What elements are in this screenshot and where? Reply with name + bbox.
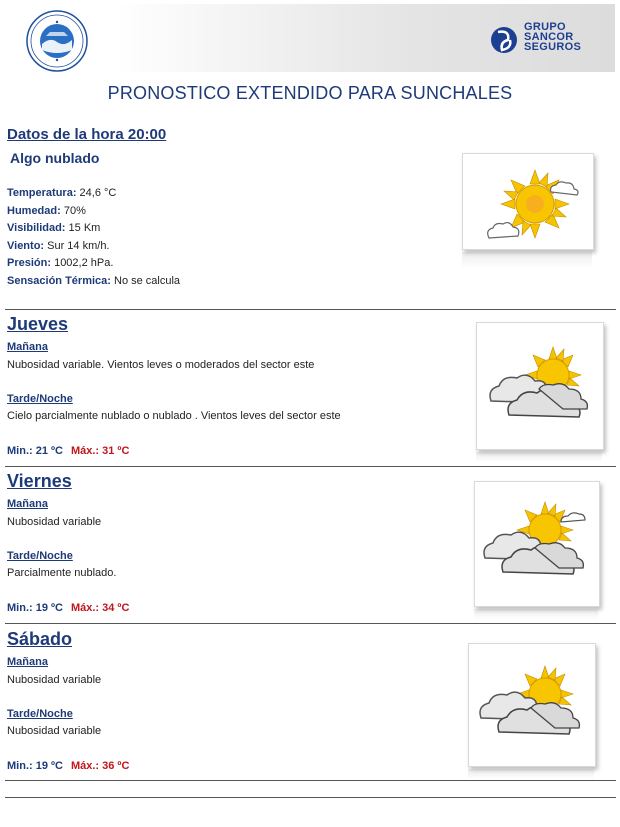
- viernes-weather-icon-box: [474, 481, 600, 607]
- sponsor-line-3: SEGUROS: [524, 41, 582, 53]
- divider: [5, 309, 616, 310]
- morning-forecast: Nubosidad variable: [7, 674, 102, 686]
- current-row-pressure: [7, 257, 113, 269]
- morning-label: Mañana: [7, 341, 48, 353]
- icon-reflection: [468, 769, 594, 779]
- divider: [5, 466, 616, 467]
- sponsor-line-1: GRUPO: [524, 21, 566, 33]
- min-temp: Min.: 19 ºC: [7, 602, 63, 614]
- current-row-temperature: [7, 187, 116, 199]
- row-value: No se calcula: [110, 275, 181, 287]
- day-sabado-title: Sábado: [7, 629, 73, 649]
- row-label: Sensación Térmica:: [7, 275, 111, 287]
- morning-label: Mañana: [7, 498, 48, 510]
- icon-reflection: [476, 452, 602, 462]
- divider: [5, 797, 616, 798]
- morning-forecast: Nubosidad variable. Vientos leves o moderados del sector este: [7, 359, 315, 371]
- sponsor-line-2: SANCOR: [524, 31, 574, 43]
- max-temp: Máx.: 36 ºC: [70, 760, 130, 772]
- row-label: Humedad:: [7, 205, 61, 217]
- sancor-seguros-text: [524, 22, 581, 52]
- divider: [5, 623, 616, 624]
- divider: [5, 780, 616, 781]
- min-temp: Min.: 21 ºC: [7, 445, 63, 457]
- current-condition: Algo nublado: [10, 150, 100, 166]
- max-temp: Máx.: 31 ºC: [70, 445, 130, 457]
- current-row-wind: [7, 240, 110, 252]
- min-max-temps: [7, 760, 129, 772]
- evening-label: Tarde/Noche: [7, 550, 73, 562]
- day-jueves-title: Jueves: [7, 314, 69, 334]
- morning-forecast: Nubosidad variable: [7, 516, 102, 528]
- row-label: Viento:: [7, 240, 45, 252]
- icon-reflection: [462, 252, 592, 268]
- current-row-humidity: [7, 205, 86, 217]
- row-value: 1002,2 hPa.: [51, 257, 114, 269]
- sabado-weather-icon-box: [468, 643, 596, 767]
- min-max-temps: [7, 445, 129, 457]
- sun-behind-clouds-icon: [475, 482, 599, 606]
- row-value: 15 Km: [65, 222, 101, 234]
- day-viernes-title: Viernes: [7, 471, 72, 491]
- current-row-visibility: [7, 222, 100, 234]
- min-temp: Min.: 19 ºC: [7, 760, 63, 772]
- current-weather-icon-box: [462, 153, 594, 250]
- evening-label: Tarde/Noche: [7, 393, 73, 405]
- icon-reflection: [474, 609, 598, 619]
- evening-forecast: Parcialmente nublado.: [7, 567, 117, 579]
- row-value: 70%: [60, 205, 86, 217]
- evening-forecast: Nubosidad variable: [7, 725, 102, 737]
- evening-forecast: Cielo parcialmente nublado o nublado . Vientos leves del sector este: [7, 410, 341, 422]
- row-value: 24,6 °C: [76, 187, 117, 199]
- sun-with-small-clouds-icon: [463, 154, 593, 249]
- page-title: PRONOSTICO EXTENDIDO PARA SUNCHALES: [107, 83, 513, 103]
- jueves-weather-icon-box: [476, 322, 604, 450]
- row-label: Visibilidad:: [7, 222, 66, 234]
- max-temp: Máx.: 34 ºC: [70, 602, 130, 614]
- sun-behind-clouds-icon: [469, 644, 595, 766]
- evening-label: Tarde/Noche: [7, 708, 73, 720]
- current-row-feels-like: [7, 275, 180, 287]
- row-label: Presión:: [7, 257, 52, 269]
- row-value: Sur 14 km/h.: [44, 240, 110, 252]
- header: [0, 0, 620, 80]
- morning-label: Mañana: [7, 656, 48, 668]
- min-max-temps: [7, 602, 129, 614]
- sun-behind-clouds-icon: [477, 323, 603, 449]
- current-heading: Datos de la hora 20:00: [7, 126, 167, 143]
- row-label: Temperatura:: [7, 187, 77, 199]
- smn-logo: [26, 10, 88, 72]
